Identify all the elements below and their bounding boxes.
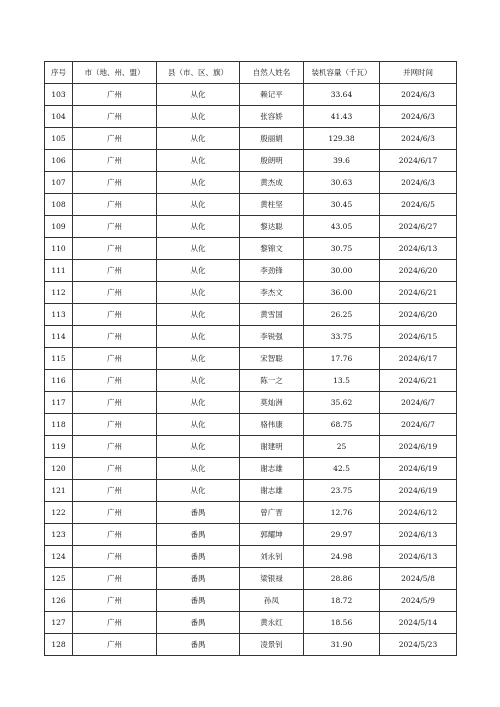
cell-serial-no: 104	[45, 106, 73, 128]
cell-serial-no: 113	[45, 304, 73, 326]
cell-capacity-kw: 24.98	[304, 546, 380, 568]
cell-grid-date: 2024/6/5	[380, 194, 457, 216]
cell-county: 从化	[157, 392, 240, 414]
cell-serial-no: 125	[45, 568, 73, 590]
table-row	[45, 172, 457, 194]
cell-person-name: 黄杰成	[240, 172, 304, 194]
cell-capacity-kw: 30.63	[304, 172, 380, 194]
table-header-row	[45, 62, 457, 84]
table-row	[45, 238, 457, 260]
cell-county: 从化	[157, 326, 240, 348]
table-body	[45, 84, 457, 656]
table-row	[45, 106, 457, 128]
cell-capacity-kw: 25	[304, 436, 380, 458]
cell-city: 广州	[73, 216, 157, 238]
cell-city: 广州	[73, 282, 157, 304]
cell-capacity-kw: 28.86	[304, 568, 380, 590]
cell-person-name: 殷朗明	[240, 150, 304, 172]
cell-capacity-kw: 26.25	[304, 304, 380, 326]
cell-serial-no: 123	[45, 524, 73, 546]
cell-grid-date: 2024/6/21	[380, 370, 457, 392]
cell-serial-no: 122	[45, 502, 73, 524]
cell-county: 从化	[157, 172, 240, 194]
cell-county: 从化	[157, 282, 240, 304]
cell-county: 番禺	[157, 612, 240, 634]
table-row	[45, 436, 457, 458]
cell-person-name: 黎达聪	[240, 216, 304, 238]
table-row	[45, 612, 457, 634]
cell-serial-no: 127	[45, 612, 73, 634]
cell-county: 番禺	[157, 546, 240, 568]
cell-person-name: 凌景钊	[240, 634, 304, 656]
cell-city: 广州	[73, 502, 157, 524]
cell-county: 从化	[157, 436, 240, 458]
table-row	[45, 634, 457, 656]
cell-grid-date: 2024/6/20	[380, 304, 457, 326]
cell-serial-no: 110	[45, 238, 73, 260]
table-row	[45, 304, 457, 326]
cell-county: 从化	[157, 370, 240, 392]
cell-city: 广州	[73, 612, 157, 634]
cell-person-name: 曾广晋	[240, 502, 304, 524]
cell-county: 番禺	[157, 568, 240, 590]
cell-serial-no: 121	[45, 480, 73, 502]
cell-grid-date: 2024/6/7	[380, 414, 457, 436]
cell-city: 广州	[73, 392, 157, 414]
cell-person-name: 黄雪国	[240, 304, 304, 326]
table-row	[45, 502, 457, 524]
cell-grid-date: 2024/6/13	[380, 546, 457, 568]
cell-serial-no: 107	[45, 172, 73, 194]
cell-county: 番禺	[157, 590, 240, 612]
cell-city: 广州	[73, 260, 157, 282]
cell-grid-date: 2024/6/7	[380, 392, 457, 414]
cell-capacity-kw: 30.00	[304, 260, 380, 282]
cell-serial-no: 103	[45, 84, 73, 106]
table-row	[45, 546, 457, 568]
cell-grid-date: 2024/6/19	[380, 436, 457, 458]
table-row	[45, 524, 457, 546]
cell-city: 广州	[73, 480, 157, 502]
cell-county: 从化	[157, 238, 240, 260]
cell-grid-date: 2024/6/3	[380, 128, 457, 150]
cell-serial-no: 105	[45, 128, 73, 150]
cell-capacity-kw: 129.38	[304, 128, 380, 150]
cell-city: 广州	[73, 172, 157, 194]
cell-person-name: 李杰文	[240, 282, 304, 304]
cell-serial-no: 106	[45, 150, 73, 172]
cell-county: 番禺	[157, 524, 240, 546]
cell-grid-date: 2024/6/12	[380, 502, 457, 524]
cell-city: 广州	[73, 326, 157, 348]
cell-person-name: 谢建明	[240, 436, 304, 458]
cell-person-name: 谢志雄	[240, 458, 304, 480]
cell-serial-no: 117	[45, 392, 73, 414]
table-row	[45, 260, 457, 282]
cell-serial-no: 114	[45, 326, 73, 348]
table-row	[45, 568, 457, 590]
cell-grid-date: 2024/6/15	[380, 326, 457, 348]
cell-grid-date: 2024/6/3	[380, 172, 457, 194]
cell-grid-date: 2024/6/13	[380, 238, 457, 260]
cell-capacity-kw: 30.75	[304, 238, 380, 260]
cell-person-name: 宋智聪	[240, 348, 304, 370]
cell-person-name: 谢志雄	[240, 480, 304, 502]
header-person-name: 自然人姓名	[240, 62, 304, 84]
cell-county: 从化	[157, 106, 240, 128]
cell-city: 广州	[73, 304, 157, 326]
cell-person-name: 梁银禄	[240, 568, 304, 590]
cell-city: 广州	[73, 238, 157, 260]
cell-capacity-kw: 33.75	[304, 326, 380, 348]
cell-grid-date: 2024/6/19	[380, 480, 457, 502]
cell-city: 广州	[73, 436, 157, 458]
cell-serial-no: 115	[45, 348, 73, 370]
cell-grid-date: 2024/5/8	[380, 568, 457, 590]
cell-city: 广州	[73, 348, 157, 370]
header-grid-date: 并网时间	[380, 62, 457, 84]
cell-county: 番禺	[157, 502, 240, 524]
cell-county: 从化	[157, 216, 240, 238]
cell-county: 从化	[157, 194, 240, 216]
table-row	[45, 128, 457, 150]
table-row	[45, 216, 457, 238]
cell-county: 从化	[157, 150, 240, 172]
cell-capacity-kw: 42.5	[304, 458, 380, 480]
cell-capacity-kw: 29.97	[304, 524, 380, 546]
table-row	[45, 370, 457, 392]
cell-person-name: 李劲锋	[240, 260, 304, 282]
cell-serial-no: 108	[45, 194, 73, 216]
cell-capacity-kw: 33.64	[304, 84, 380, 106]
cell-grid-date: 2024/6/20	[380, 260, 457, 282]
cell-capacity-kw: 36.00	[304, 282, 380, 304]
cell-grid-date: 2024/6/3	[380, 106, 457, 128]
cell-county: 从化	[157, 458, 240, 480]
cell-grid-date: 2024/5/14	[380, 612, 457, 634]
cell-person-name: 孙凤	[240, 590, 304, 612]
cell-capacity-kw: 13.5	[304, 370, 380, 392]
cell-county: 从化	[157, 128, 240, 150]
cell-serial-no: 112	[45, 282, 73, 304]
cell-city: 广州	[73, 524, 157, 546]
cell-city: 广州	[73, 634, 157, 656]
cell-person-name: 郭耀坤	[240, 524, 304, 546]
table-row	[45, 590, 457, 612]
cell-person-name: 张容娇	[240, 106, 304, 128]
table-row	[45, 414, 457, 436]
cell-grid-date: 2024/6/27	[380, 216, 457, 238]
cell-city: 广州	[73, 84, 157, 106]
cell-serial-no: 124	[45, 546, 73, 568]
cell-serial-no: 111	[45, 260, 73, 282]
header-serial-no: 序号	[45, 62, 73, 84]
cell-grid-date: 2024/5/9	[380, 590, 457, 612]
cell-county: 从化	[157, 84, 240, 106]
cell-person-name: 莫灿洲	[240, 392, 304, 414]
header-county: 县（市、区、旗）	[157, 62, 240, 84]
cell-person-name: 陈一之	[240, 370, 304, 392]
cell-person-name: 黄柱坚	[240, 194, 304, 216]
cell-city: 广州	[73, 568, 157, 590]
cell-serial-no: 120	[45, 458, 73, 480]
cell-city: 广州	[73, 370, 157, 392]
table-row	[45, 458, 457, 480]
cell-city: 广州	[73, 546, 157, 568]
cell-city: 广州	[73, 414, 157, 436]
cell-serial-no: 109	[45, 216, 73, 238]
pv-registration-table	[44, 61, 457, 656]
table-row	[45, 282, 457, 304]
cell-city: 广州	[73, 106, 157, 128]
cell-capacity-kw: 23.75	[304, 480, 380, 502]
cell-capacity-kw: 17.76	[304, 348, 380, 370]
cell-capacity-kw: 41.43	[304, 106, 380, 128]
cell-serial-no: 119	[45, 436, 73, 458]
cell-city: 广州	[73, 194, 157, 216]
cell-person-name: 赖记平	[240, 84, 304, 106]
cell-capacity-kw: 12.76	[304, 502, 380, 524]
cell-grid-date: 2024/5/23	[380, 634, 457, 656]
cell-city: 广州	[73, 590, 157, 612]
header-capacity-kw: 装机容量（千瓦）	[304, 62, 380, 84]
cell-person-name: 骆伟康	[240, 414, 304, 436]
cell-capacity-kw: 30.45	[304, 194, 380, 216]
cell-serial-no: 116	[45, 370, 73, 392]
cell-capacity-kw: 31.90	[304, 634, 380, 656]
cell-city: 广州	[73, 150, 157, 172]
cell-capacity-kw: 18.72	[304, 590, 380, 612]
cell-county: 从化	[157, 414, 240, 436]
table-row	[45, 480, 457, 502]
cell-grid-date: 2024/6/3	[380, 84, 457, 106]
cell-capacity-kw: 35.62	[304, 392, 380, 414]
cell-capacity-kw: 39.6	[304, 150, 380, 172]
cell-grid-date: 2024/6/19	[380, 458, 457, 480]
cell-grid-date: 2024/6/17	[380, 348, 457, 370]
cell-serial-no: 128	[45, 634, 73, 656]
cell-capacity-kw: 18.56	[304, 612, 380, 634]
table-row	[45, 326, 457, 348]
table-row	[45, 194, 457, 216]
cell-county: 番禺	[157, 634, 240, 656]
cell-grid-date: 2024/6/17	[380, 150, 457, 172]
cell-county: 从化	[157, 348, 240, 370]
cell-city: 广州	[73, 128, 157, 150]
cell-person-name: 殷丽娟	[240, 128, 304, 150]
cell-serial-no: 126	[45, 590, 73, 612]
table-row	[45, 84, 457, 106]
document-page	[44, 61, 457, 656]
cell-county: 从化	[157, 304, 240, 326]
cell-capacity-kw: 68.75	[304, 414, 380, 436]
table-row	[45, 348, 457, 370]
cell-serial-no: 118	[45, 414, 73, 436]
table-row	[45, 150, 457, 172]
table-row	[45, 392, 457, 414]
cell-grid-date: 2024/6/13	[380, 524, 457, 546]
cell-city: 广州	[73, 458, 157, 480]
cell-county: 从化	[157, 260, 240, 282]
cell-county: 从化	[157, 480, 240, 502]
cell-person-name: 李锐强	[240, 326, 304, 348]
cell-grid-date: 2024/6/21	[380, 282, 457, 304]
header-city: 市（地、州、盟）	[73, 62, 157, 84]
cell-person-name: 刘永钊	[240, 546, 304, 568]
cell-person-name: 黄永红	[240, 612, 304, 634]
cell-person-name: 黎锦文	[240, 238, 304, 260]
cell-capacity-kw: 43.05	[304, 216, 380, 238]
